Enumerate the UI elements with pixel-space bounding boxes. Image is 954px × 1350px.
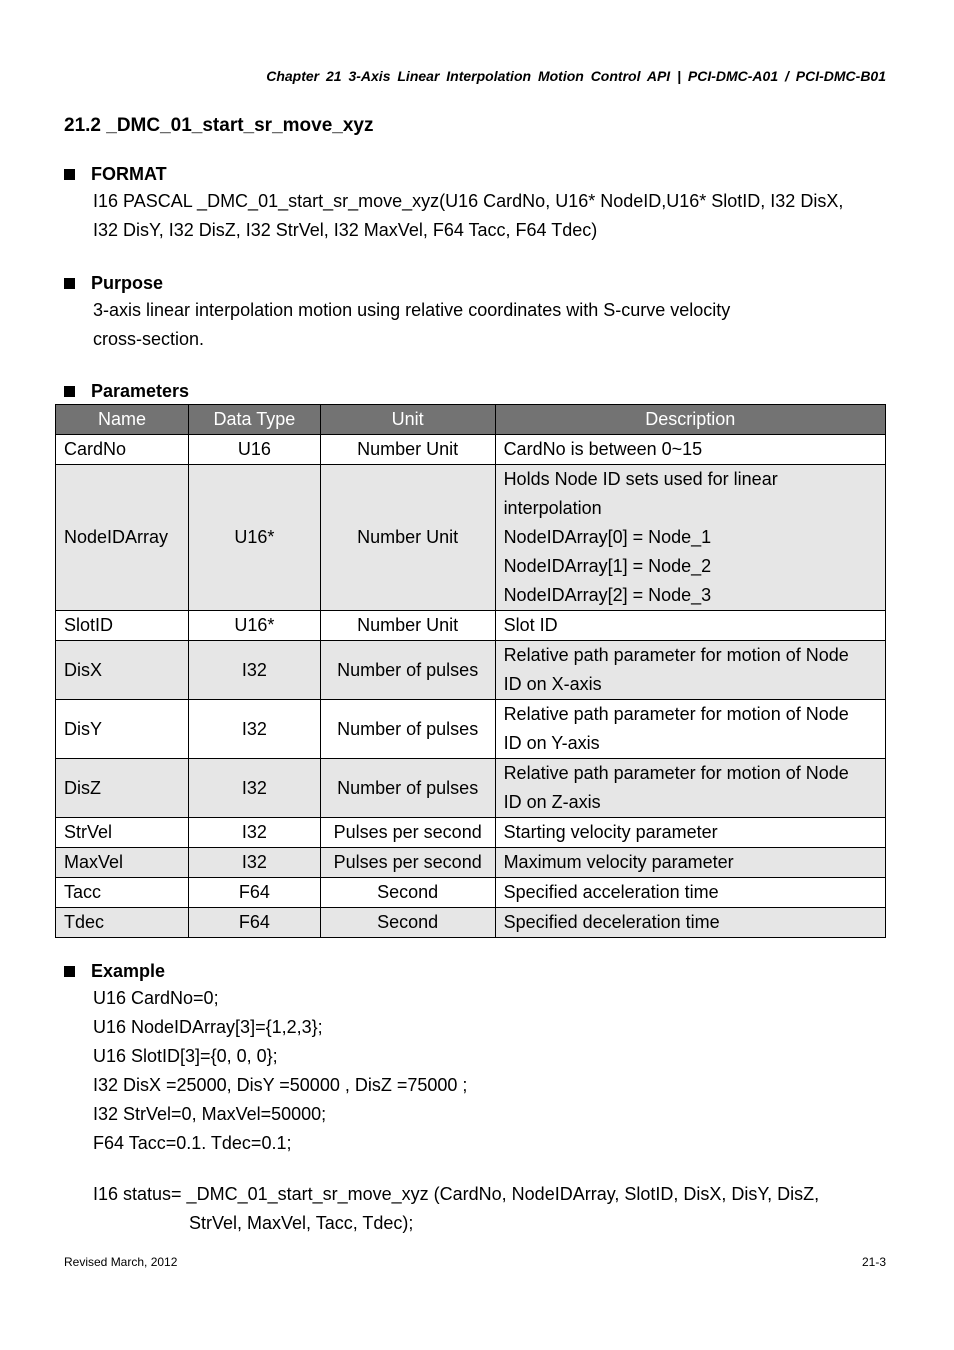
param-name-cell: Tacc: [56, 878, 189, 908]
table-row: [56, 641, 886, 700]
param-type-cell: I32: [188, 848, 320, 878]
purpose-section: [64, 270, 904, 354]
description-line: interpolation: [503, 498, 602, 518]
param-name-cell: NodeIDArray: [56, 465, 189, 611]
description-line: Relative path parameter for motion of Node: [503, 763, 849, 783]
description-line: Starting velocity parameter: [503, 822, 718, 842]
param-unit-cell: Number Unit: [320, 465, 495, 611]
example-code-line: I32 StrVel=0, MaxVel=50000;: [93, 1104, 327, 1124]
param-type-cell: F64: [188, 878, 320, 908]
param-name-cell: DisZ: [56, 759, 189, 818]
param-name-cell: Tdec: [56, 908, 189, 938]
param-description-cell: [495, 700, 885, 759]
param-description-cell: [495, 435, 885, 465]
param-type-cell: I32: [188, 641, 320, 700]
example-code: [64, 984, 904, 1158]
example-status-call: [93, 1180, 904, 1238]
description-line: NodeIDArray[1] = Node_2: [503, 556, 712, 576]
param-name-cell: CardNo: [56, 435, 189, 465]
param-description-cell: [495, 759, 885, 818]
footer-revision: Revised March, 2012: [64, 1255, 178, 1269]
example-code-line: U16 NodeIDArray[3]={1,2,3};: [93, 1017, 323, 1037]
table-row: [56, 700, 886, 759]
example-code-line: F64 Tacc=0.1. Tdec=0.1;: [93, 1133, 292, 1153]
param-name-cell: MaxVel: [56, 848, 189, 878]
description-line: NodeIDArray[2] = Node_3: [503, 585, 712, 605]
description-line: ID on X-axis: [503, 674, 602, 694]
param-unit-cell: Number of pulses: [320, 641, 495, 700]
param-type-cell: U16*: [188, 611, 320, 641]
purpose-heading-text: Purpose: [91, 272, 164, 293]
description-line: Maximum velocity parameter: [503, 852, 734, 872]
status-line-2: StrVel, MaxVel, Tacc, Tdec);: [189, 1213, 414, 1233]
format-line-1: I16 PASCAL _DMC_01_start_sr_move_xyz(U16 CardNo, U16* NodeID,U16* SlotID, I32 DisX,: [93, 191, 844, 211]
param-unit-cell: Pulses per second: [320, 848, 495, 878]
table-row: [56, 878, 886, 908]
table-row: [56, 611, 886, 641]
param-type-cell: I32: [188, 818, 320, 848]
description-line: Holds Node ID sets used for linear: [503, 469, 778, 489]
param-unit-cell: Number of pulses: [320, 700, 495, 759]
table-row: [56, 759, 886, 818]
description-line: Specified deceleration time: [503, 912, 720, 932]
table-row: [56, 435, 886, 465]
footer-page-number: 21-3: [861, 1255, 886, 1269]
param-description-cell: [495, 908, 885, 938]
column-header: Data Type: [188, 405, 320, 435]
param-name-cell: SlotID: [56, 611, 189, 641]
parameters-heading-text: Parameters: [91, 380, 190, 401]
param-description-cell: [495, 465, 885, 611]
table-row: [56, 908, 886, 938]
parameters-section: [64, 378, 904, 404]
parameters-table: [55, 404, 886, 938]
param-description-cell: [495, 818, 885, 848]
description-line: ID on Z-axis: [503, 792, 601, 812]
param-name-cell: StrVel: [56, 818, 189, 848]
purpose-heading: [64, 270, 904, 296]
format-heading-text: FORMAT: [91, 163, 167, 184]
parameters-table-body: [56, 435, 886, 938]
param-type-cell: I32: [188, 759, 320, 818]
bullet-square-icon: [64, 278, 75, 289]
param-name-cell: DisX: [56, 641, 189, 700]
description-line: CardNo is between 0~15: [503, 439, 703, 459]
description-line: Slot ID: [503, 615, 558, 635]
param-description-cell: [495, 611, 885, 641]
format-signature: [93, 187, 904, 245]
table-row: [56, 465, 886, 611]
example-code-line: U16 SlotID[3]={0, 0, 0};: [93, 1046, 278, 1066]
table-row: [56, 818, 886, 848]
bullet-square-icon: [64, 386, 75, 397]
bullet-square-icon: [64, 169, 75, 180]
description-line: ID on Y-axis: [503, 733, 600, 753]
description-line: Specified acceleration time: [503, 882, 719, 902]
param-unit-cell: Number Unit: [320, 611, 495, 641]
example-heading: [64, 958, 904, 984]
column-header: Description: [495, 405, 885, 435]
parameters-heading: [64, 378, 904, 404]
param-description-cell: [495, 641, 885, 700]
param-description-cell: [495, 878, 885, 908]
purpose-line-2: cross-section.: [93, 329, 205, 349]
table-header-row: [56, 405, 886, 435]
status-line-1: I16 status= _DMC_01_start_sr_move_xyz (CardNo, NodeIDArray, SlotID, DisX, DisY, DisZ,: [93, 1184, 820, 1204]
description-line: Relative path parameter for motion of Node: [503, 704, 849, 724]
param-type-cell: U16: [188, 435, 320, 465]
param-type-cell: I32: [188, 700, 320, 759]
param-unit-cell: Second: [320, 878, 495, 908]
description-line: NodeIDArray[0] = Node_1: [503, 527, 712, 547]
example-code-line: U16 CardNo=0;: [93, 988, 219, 1008]
format-heading: [64, 161, 904, 187]
format-line-2: I32 DisY, I32 DisZ, I32 StrVel, I32 MaxVel, F64 Tacc, F64 Tdec): [93, 220, 598, 240]
purpose-text: [93, 296, 904, 354]
purpose-line-1: 3-axis linear interpolation motion using relative coordinates with S-curve velocity: [93, 300, 731, 320]
bullet-square-icon: [64, 966, 75, 977]
param-unit-cell: Pulses per second: [320, 818, 495, 848]
column-header: Name: [56, 405, 189, 435]
description-line: Relative path parameter for motion of Node: [503, 645, 849, 665]
page-header: Chapter 21 3-Axis Linear Interpolation Motion Control API | PCI-DMC-A01 / PCI-DMC-B01: [266, 68, 886, 84]
param-unit-cell: Second: [320, 908, 495, 938]
format-section: [64, 161, 904, 245]
param-name-cell: DisY: [56, 700, 189, 759]
param-type-cell: U16*: [188, 465, 320, 611]
table-row: [56, 848, 886, 878]
param-unit-cell: Number of pulses: [320, 759, 495, 818]
example-heading-text: Example: [91, 960, 166, 981]
column-header: Unit: [320, 405, 495, 435]
param-unit-cell: Number Unit: [320, 435, 495, 465]
section-title: 21.2 _DMC_01_start_sr_move_xyz: [64, 115, 374, 136]
param-type-cell: F64: [188, 908, 320, 938]
example-section: [64, 958, 904, 1238]
example-code-line: I32 DisX =25000, DisY =50000 , DisZ =75000 ;: [93, 1075, 468, 1095]
param-description-cell: [495, 848, 885, 878]
